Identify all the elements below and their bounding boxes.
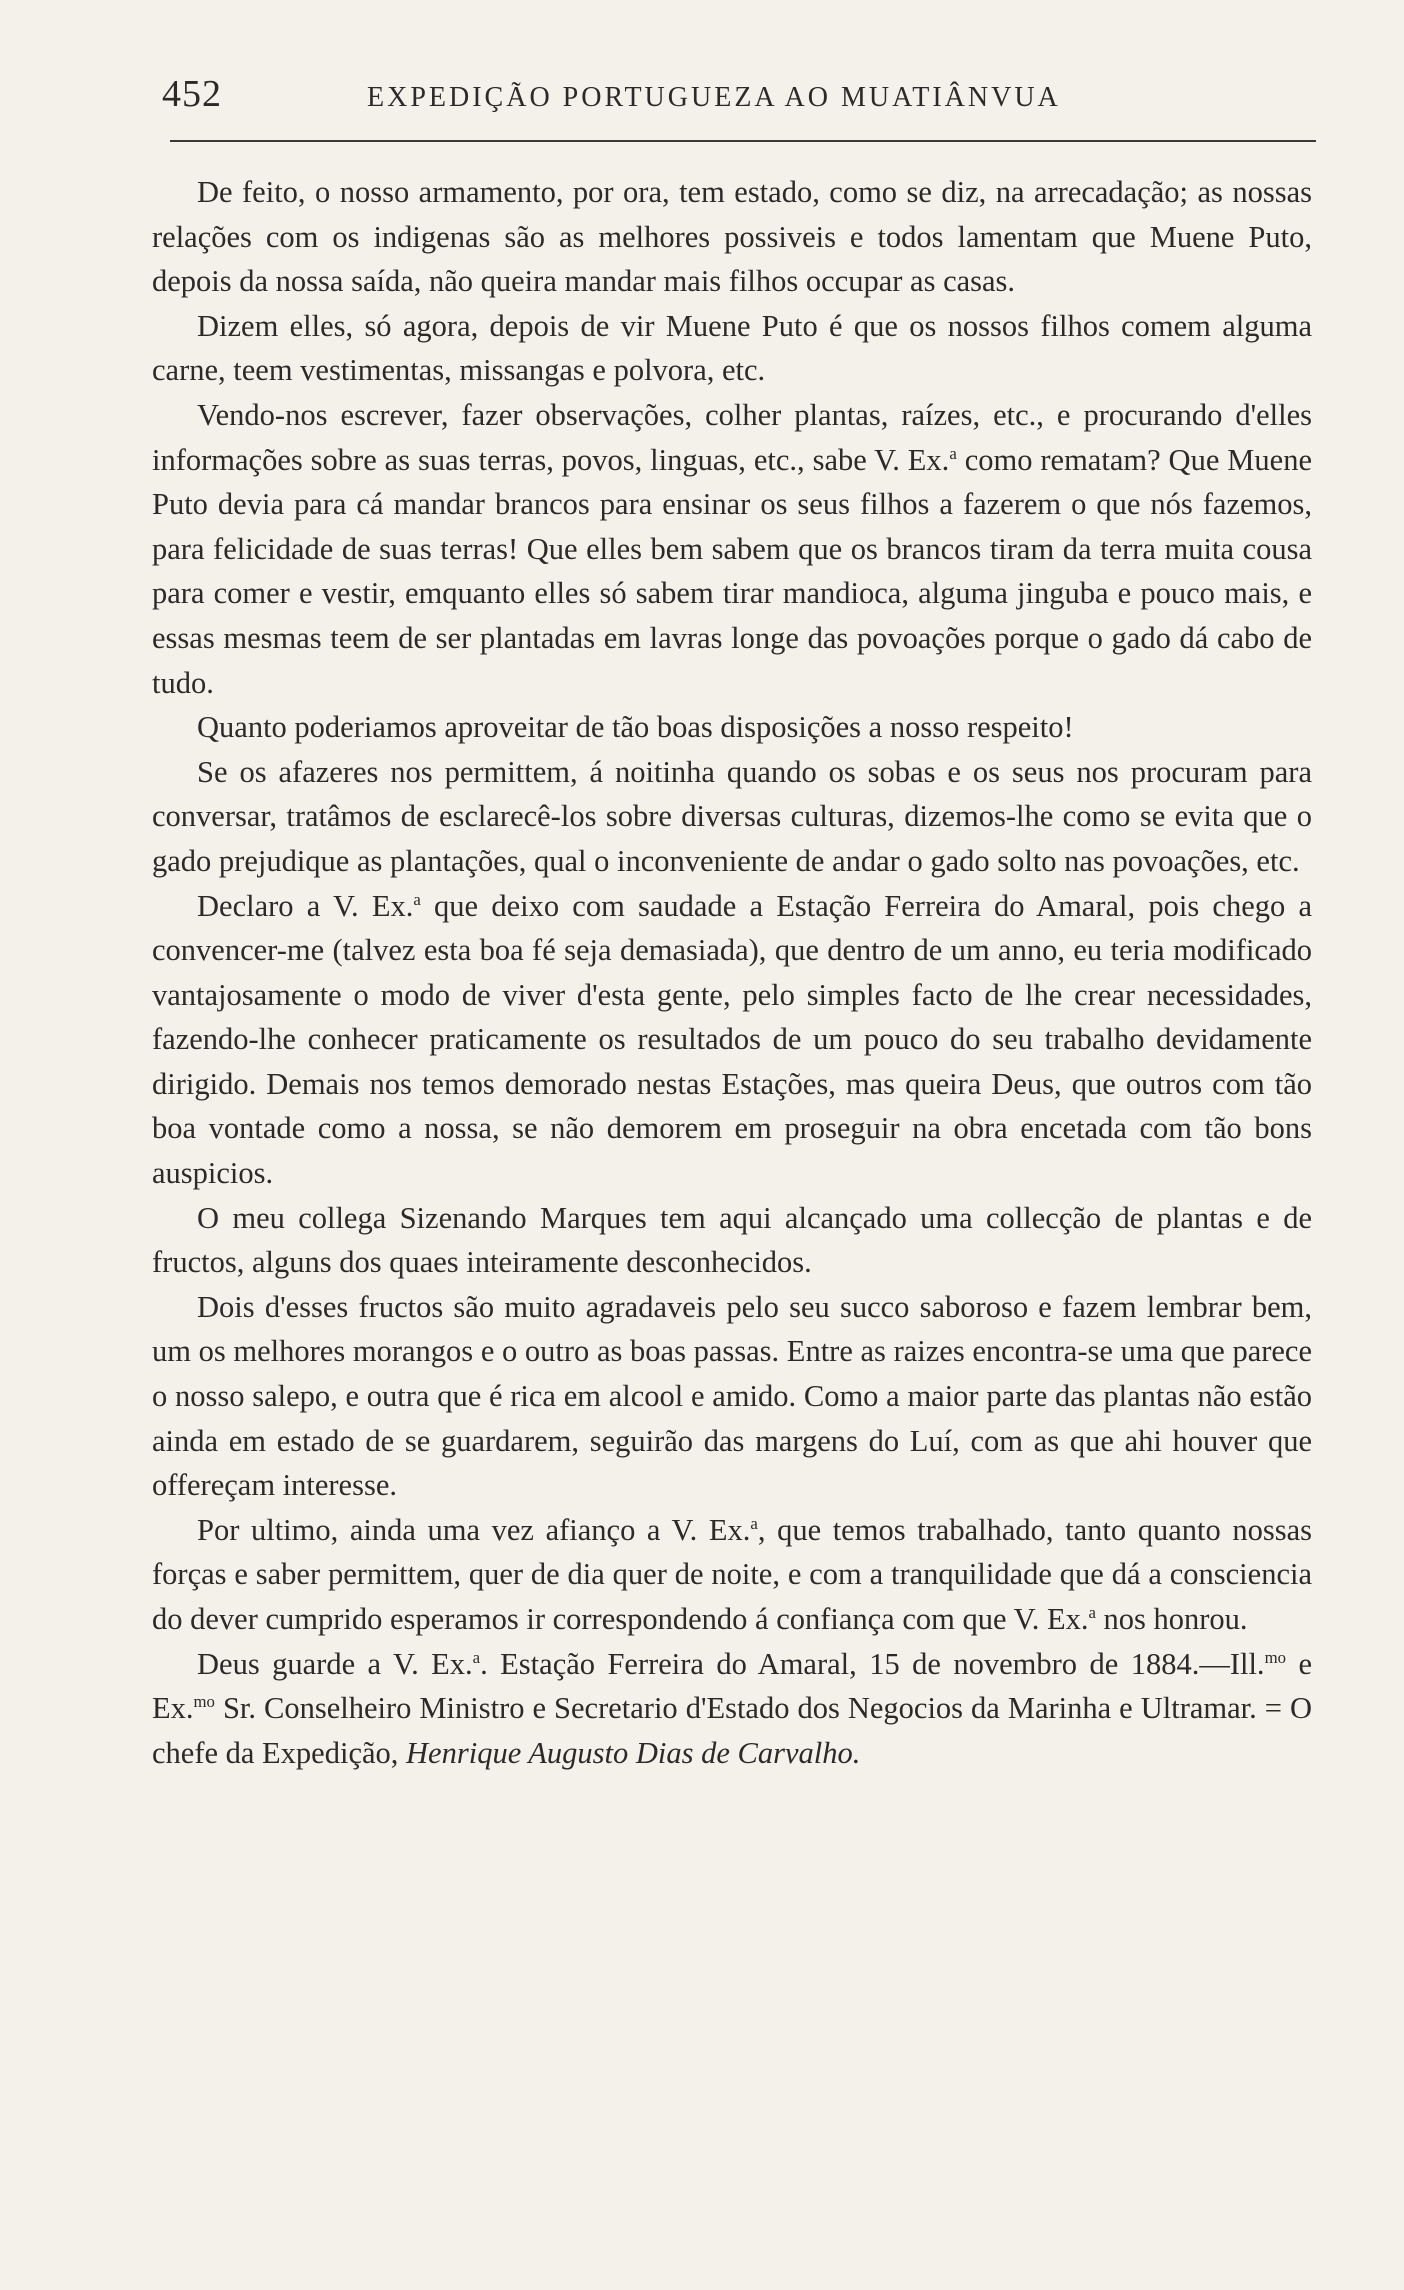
body-text	[152, 170, 1312, 1775]
paragraph-5: Se os afazeres nos permittem, á noitinha quando os sobas e os seus nos procuram para conversar, tratâmos de esclarecê-los sobre diversas culturas, dizemos-lhe como se evita que o gado prejudique as plantações, qual o inconveniente de andar o gado solto nas povoações, etc.	[152, 754, 1312, 878]
closing-sup-3: mo	[193, 1692, 215, 1712]
closing-part-2: . Estação Ferreira do Amaral, 15 de novembro de 1884.—Ill.	[480, 1646, 1265, 1681]
paragraph-9-middle: , que temos trabalhado, tanto quanto nossas forças e saber permittem, quer de dia quer de noite, e com a tranquilidade que dá a consciencia do dever cumprido esperamos ir correspondendo á confiança com que V. Ex.	[152, 1512, 1312, 1636]
paragraph-9-sup-2: a	[1088, 1602, 1096, 1622]
paragraph-3	[152, 393, 1312, 705]
page-number: 452	[162, 73, 222, 115]
paragraph-3-sup: a	[949, 443, 957, 463]
closing-part-4: Sr. Conselheiro Ministro e Secretario d'Estado dos Negocios da Marinha e Ultramar. = O chefe da Expedição,	[152, 1691, 1312, 1770]
page-header	[162, 70, 1312, 130]
paragraph-3-after: como rematam? Que Muene Puto devia para cá mandar brancos para ensinar os seus filhos a fazerem o que nós fazemos, para felicidade de suas terras! Que elles bem sabem que os brancos tiram da terra muita cousa para comer e vestir, emquanto elles só sabem tirar mandioca, alguma jinguba e pouco mais, e essas mesmas teem de ser plantadas em lavras longe das povoações porque o gado dá cabo de tudo.	[152, 442, 1312, 700]
closing-sup-2: mo	[1264, 1647, 1286, 1667]
paragraph-9-sup: a	[750, 1513, 758, 1533]
paragraph-1: De feito, o nosso armamento, por ora, tem estado, como se diz, na arrecadação; as nossas relações com os indigenas são as melhores possiveis e todos lamentam que Muene Puto, depois da nossa saída, não queira mandar mais filhos occupar as casas.	[152, 175, 1312, 299]
paragraph-9	[152, 1508, 1312, 1642]
closing-part-1: Deus guarde a V. Ex.	[197, 1646, 473, 1681]
paragraph-6	[152, 884, 1312, 1196]
paragraph-9-before: Por ultimo, ainda uma vez afianço a V. Ex.	[197, 1512, 751, 1547]
paragraph-3-before: Vendo-nos escrever, fazer observações, colher plantas, raízes, etc., e procurando d'elles informações sobre as suas terras, povos, linguas, etc., sabe V. Ex.	[152, 397, 1312, 477]
closing-sup-1: a	[472, 1647, 481, 1667]
paragraph-9-after: nos honrou.	[1095, 1602, 1248, 1636]
paragraph-6-after: que deixo com saudade a Estação Ferreira do Amaral, pois chego a convencer-me (talvez esta boa fé seja demasiada), que dentro de um anno, eu teria modificado vantajosamente o modo de viver d'esta gente, pelo simples facto de lhe crear necessidades, fazendo-lhe conhecer praticamente os resultados de um pouco do seu trabalho devidamente dirigido. Demais nos temos demorado nestas Estações, mas queira Deus, que outros com tão boa vontade como a nossa, se não demorem em proseguir na obra encetada com tão bons auspicios.	[152, 888, 1312, 1191]
header-rule	[170, 140, 1316, 142]
paragraph-8: Dois d'esses fructos são muito agradaveis pelo seu succo saboroso e fazem lembrar bem, um os melhores morangos e o outro as boas passas. Entre as raizes encontra-se uma que parece o nosso salepo, e outra que é rica em alcool e amido. Como a maior parte das plantas não estão ainda em estado de se guardarem, seguirão das margens do Luí, com as que ahi houver que offereçam interesse.	[152, 1289, 1312, 1503]
closing-part-3: e Ex.	[152, 1646, 1312, 1726]
paragraph-2: Dizem elles, só agora, depois de vir Muene Puto é que os nossos filhos comem alguma carne, teem vestimentas, missangas e polvora, etc.	[152, 308, 1312, 388]
signature: Henrique Augusto Dias de Carvalho.	[406, 1735, 861, 1770]
running-title: EXPEDIÇÃO PORTUGUEZA AO MUATIÂNVUA	[367, 82, 1061, 113]
paragraph-7: O meu collega Sizenando Marques tem aqui alcançado uma collecção de plantas e de fructos, alguns dos quaes inteiramente desconhecidos.	[152, 1200, 1312, 1280]
paragraph-6-before: Declaro a V. Ex.	[197, 888, 414, 923]
paragraph-4: Quanto poderiamos aproveitar de tão boas disposições a nosso respeito!	[197, 710, 1074, 745]
paragraph-6-sup: a	[413, 889, 421, 909]
closing-paragraph	[152, 1642, 1312, 1776]
